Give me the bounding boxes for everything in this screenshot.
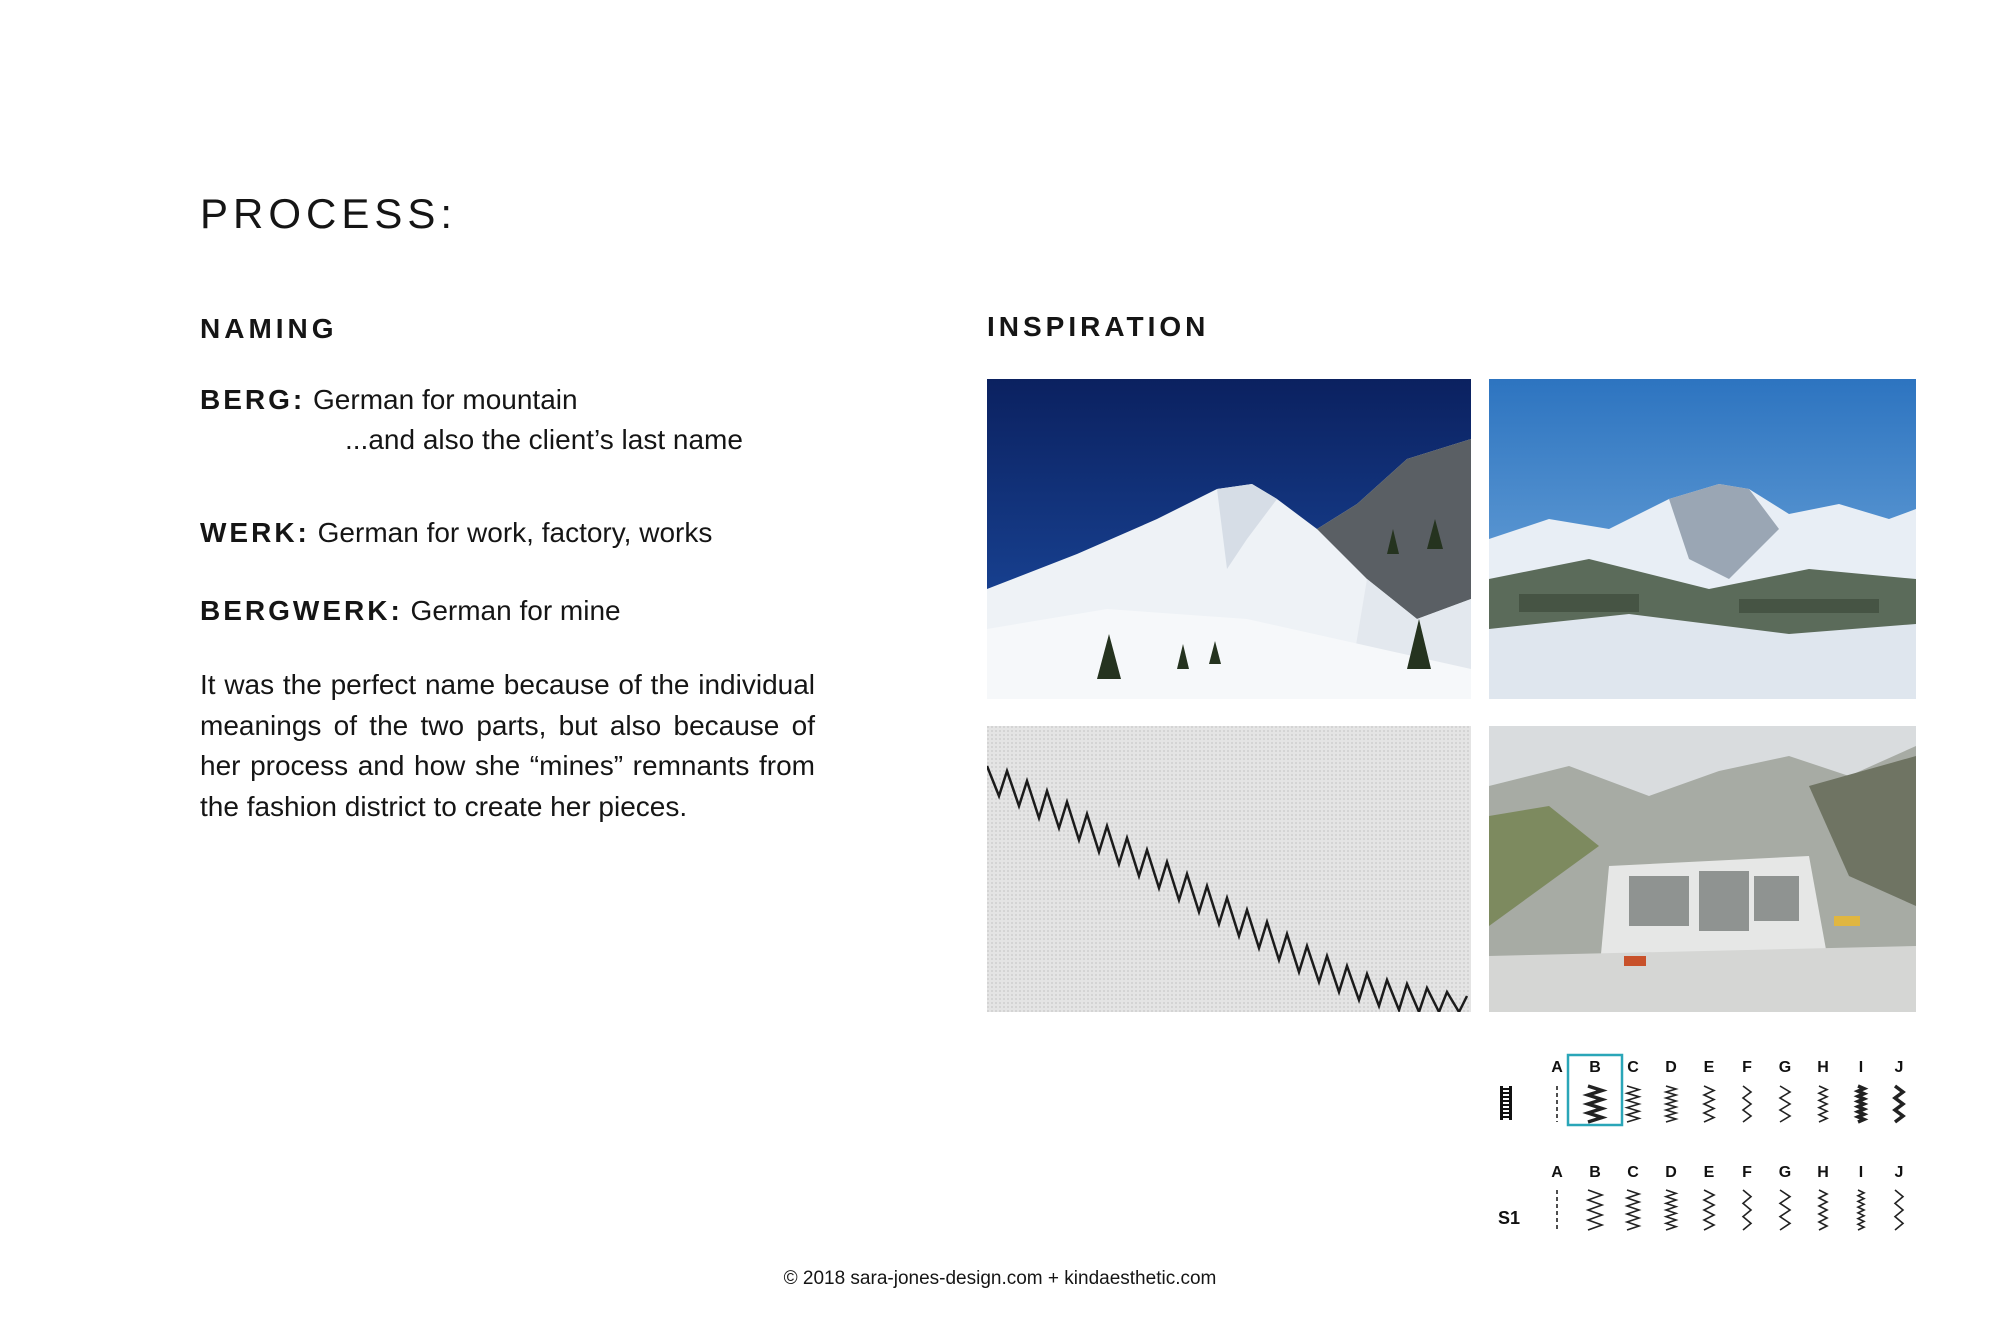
- stitch-letter-row2-a: A: [1551, 1164, 1563, 1181]
- stitch-pattern-row2-b: [1588, 1190, 1602, 1230]
- stitch-pattern-row2-g: [1780, 1190, 1790, 1230]
- stitch-chart: [1490, 1052, 1910, 1252]
- photo-alpine-range: [1489, 379, 1916, 699]
- stitch-pattern-row1-f: [1743, 1086, 1751, 1122]
- stitch-pattern-row2-e: [1704, 1190, 1714, 1230]
- stitch-letter-row2-f: F: [1742, 1164, 1752, 1181]
- term-werk-label: WERK:: [200, 517, 310, 548]
- row1-indicator-icon: [1500, 1086, 1512, 1120]
- stitch-pattern-row1-g: [1780, 1086, 1790, 1122]
- stitch-letter-row2-h: H: [1817, 1164, 1829, 1181]
- stitch-pattern-row2-i: [1858, 1190, 1864, 1230]
- stitch-pattern-row1-d: [1666, 1086, 1676, 1122]
- stitch-letter-row1-e: E: [1703, 1059, 1715, 1076]
- stitch-chart-graphic: [1490, 1052, 1910, 1252]
- footer-credit: © 2018 sara-jones-design.com + kindaesthetic.com: [783, 1268, 1217, 1289]
- stitch-letter-row2-i: I: [1858, 1164, 1864, 1181]
- inspiration-heading: INSPIRATION: [987, 311, 1210, 342]
- stitch-letter-row1-i: I: [1858, 1059, 1864, 1076]
- stitch-pattern-row1-e: [1704, 1086, 1714, 1122]
- term-berg-label: BERG:: [200, 384, 306, 415]
- photo-snowy-peak: [987, 379, 1471, 699]
- naming-paragraph: It was the perfect name because of the individual meanings of the two parts, but also because of her process and how she “mines” remnants from the fashion district to create her pieces.: [200, 669, 815, 822]
- term-werk: [200, 513, 850, 553]
- page-title: PROCESS:: [200, 190, 458, 237]
- stitch-letter-row2-c: C: [1627, 1164, 1639, 1181]
- stitch-pattern-row1-b: [1588, 1086, 1602, 1122]
- stitch-letter-row2-b: B: [1589, 1164, 1601, 1181]
- photo-quarry: [1489, 726, 1916, 1012]
- stitch-pattern-row1-h: [1819, 1086, 1827, 1122]
- photo-zigzag-stitch: [987, 726, 1471, 1012]
- term-berg: [200, 380, 800, 460]
- term-bergwerk: [200, 591, 850, 631]
- stitch-letter-row1-h: H: [1817, 1059, 1829, 1076]
- term-berg-definition: German for mountain: [313, 384, 578, 415]
- stitch-letter-row2-e: E: [1703, 1164, 1715, 1181]
- row2-label: S1: [1498, 1208, 1521, 1228]
- stitch-pattern-row2-h: [1819, 1190, 1827, 1230]
- stitch-pattern-row2-j: [1895, 1190, 1903, 1230]
- stitch-letter-row1-g: G: [1778, 1059, 1792, 1076]
- stitch-letter-row2-j: J: [1894, 1164, 1904, 1181]
- stitch-letter-row1-f: F: [1742, 1059, 1752, 1076]
- stitch-letter-row1-j: J: [1894, 1059, 1904, 1076]
- stitch-letter-row1-a: A: [1551, 1059, 1563, 1076]
- stitch-letter-row2-g: G: [1778, 1164, 1792, 1181]
- term-bergwerk-definition: German for mine: [410, 595, 621, 626]
- stitch-letter-row1-b: B: [1589, 1059, 1601, 1076]
- stitch-letter-row1-c: C: [1627, 1059, 1639, 1076]
- stitch-pattern-row2-d: [1666, 1190, 1676, 1230]
- stitch-pattern-row1-j: [1895, 1086, 1903, 1122]
- term-werk-definition: German for work, factory, works: [317, 517, 713, 548]
- stitch-pattern-row2-f: [1743, 1190, 1751, 1230]
- stitch-pattern-row1-i: [1858, 1086, 1864, 1122]
- stitch-pattern-row2-c: [1627, 1190, 1639, 1230]
- term-berg-note: ...and also the client’s last name: [345, 424, 743, 455]
- stitch-pattern-row1-c: [1627, 1086, 1639, 1122]
- stitch-letter-row1-d: D: [1665, 1059, 1677, 1076]
- naming-heading: NAMING: [200, 313, 338, 344]
- stitch-letter-row2-d: D: [1665, 1164, 1677, 1181]
- term-bergwerk-label: BERGWERK:: [200, 595, 403, 626]
